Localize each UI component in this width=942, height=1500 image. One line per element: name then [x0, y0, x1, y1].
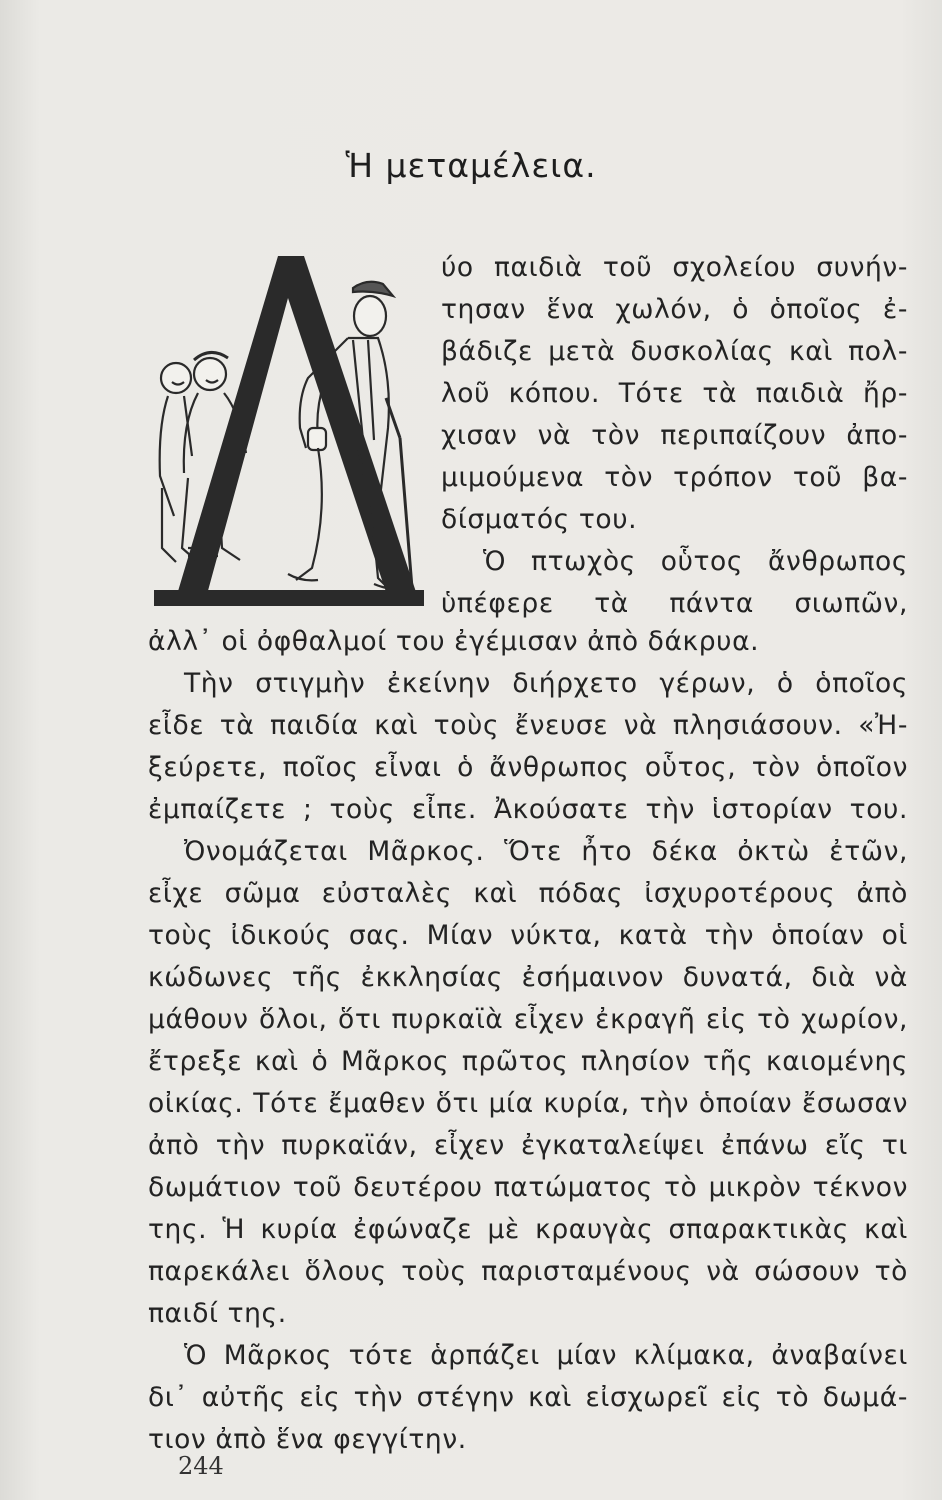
text-line: εἶχε σῶμα εὐσταλὲς καὶ πόδας ἰσχυροτέρους ἀπὸ: [148, 878, 908, 909]
text-line: Τὴν στιγμὴν ἐκείνην διήρχετο γέρων, ὁ ὁποῖος: [184, 668, 908, 699]
text-line: χισαν νὰ τὸν περιπαίζουν ἀπο-: [441, 420, 908, 451]
text-line: τιον ἀπὸ ἕνα φεγγίτην.: [148, 1424, 467, 1455]
text-line: δωμάτιον τοῦ δευτέρου πατώματος τὸ μικρὸν τέκνον: [148, 1172, 908, 1203]
text-line: εἶδε τὰ παιδία καὶ τοὺς ἔνευσε νὰ πλησιάσουν. «Ἠ-: [148, 710, 908, 741]
text-line: μιμούμενα τὸν τρόπον τοῦ βα-: [441, 462, 908, 493]
text-line: δίσματός του.: [441, 504, 638, 535]
text-line: κώδωνες τῆς ἐκκλησίας ἐσήμαινον δυνατά, διὰ νὰ: [148, 962, 908, 993]
text-line: ύο παιδιὰ τοῦ σχολείου συνήν-: [441, 252, 908, 283]
text-line: παρεκάλει ὅλους τοὺς παρισταμένους νὰ σώσουν τὸ: [148, 1256, 908, 1287]
text-line: ἐμπαίζετε ; τοὺς εἶπε. Ἀκούσατε τὴν ἱστορίαν του.: [148, 794, 908, 825]
text-line: δι᾽ αὐτῆς εἰς τὴν στέγην καὶ εἰσχωρεῖ εἰς τὸ δωμά-: [148, 1382, 908, 1413]
drop-cap-illustration: [148, 248, 430, 608]
text-line: τοὺς ἰδικούς σας. Μίαν νύκτα, κατὰ τὴν ὁποίαν οἱ: [148, 920, 908, 951]
text-line: ἔτρεξε καὶ ὁ Μᾶρκος πρῶτος πλησίον τῆς καιομένης: [148, 1046, 908, 1077]
text-line: μάθουν ὅλοι, ὅτι πυρκαϊὰ εἶχεν ἐκραγῆ εἰς τὸ χωρίον,: [148, 1004, 908, 1035]
text-line: ἀλλ᾽ οἱ ὀφθαλμοί του ἐγέμισαν ἀπὸ δάκρυα.: [148, 626, 760, 657]
text-line: παιδί της.: [148, 1298, 287, 1329]
text-line: ἀπὸ τὴν πυρκαϊάν, εἶχεν ἐγκαταλείψει ἐπάνω εἴς τι: [148, 1130, 908, 1161]
text-line: Ὀνομάζεται Μᾶρκος. Ὅτε ἦτο δέκα ὀκτὼ ἐτῶν,: [184, 836, 908, 867]
text-line: λοῦ κόπου. Τότε τὰ παιδιὰ ἤρ-: [441, 378, 908, 409]
text-line: ξεύρετε, ποῖος εἶναι ὁ ἄνθρωπος οὗτος, τὸν ὁποῖον: [148, 752, 908, 783]
page-number: 244: [178, 1452, 224, 1480]
text-line: της. Ἡ κυρία ἐφώναζε μὲ κραυγὰς σπαρακτικὰς καὶ: [148, 1214, 908, 1245]
text-line: βάδιζε μετὰ δυσκολίας καὶ πολ-: [441, 336, 908, 367]
text-line: οἰκίας. Τότε ἔμαθεν ὅτι μία κυρία, τὴν ὁποίαν ἔσωσαν: [148, 1088, 908, 1119]
text-line: Ὁ Μᾶρκος τότε ἁρπάζει μίαν κλίμακα, ἀναβαίνει: [184, 1340, 908, 1371]
text-line: τησαν ἕνα χωλόν, ὁ ὁποῖος ἐ-: [441, 294, 908, 325]
text-line: Ὁ πτωχὸς οὗτος ἄνθρωπος: [483, 546, 908, 577]
page-title: Ἡ μεταμέλεια.: [345, 146, 597, 185]
text-line: ὑπέφερε τὰ πάντα σιωπῶν,: [441, 588, 908, 619]
